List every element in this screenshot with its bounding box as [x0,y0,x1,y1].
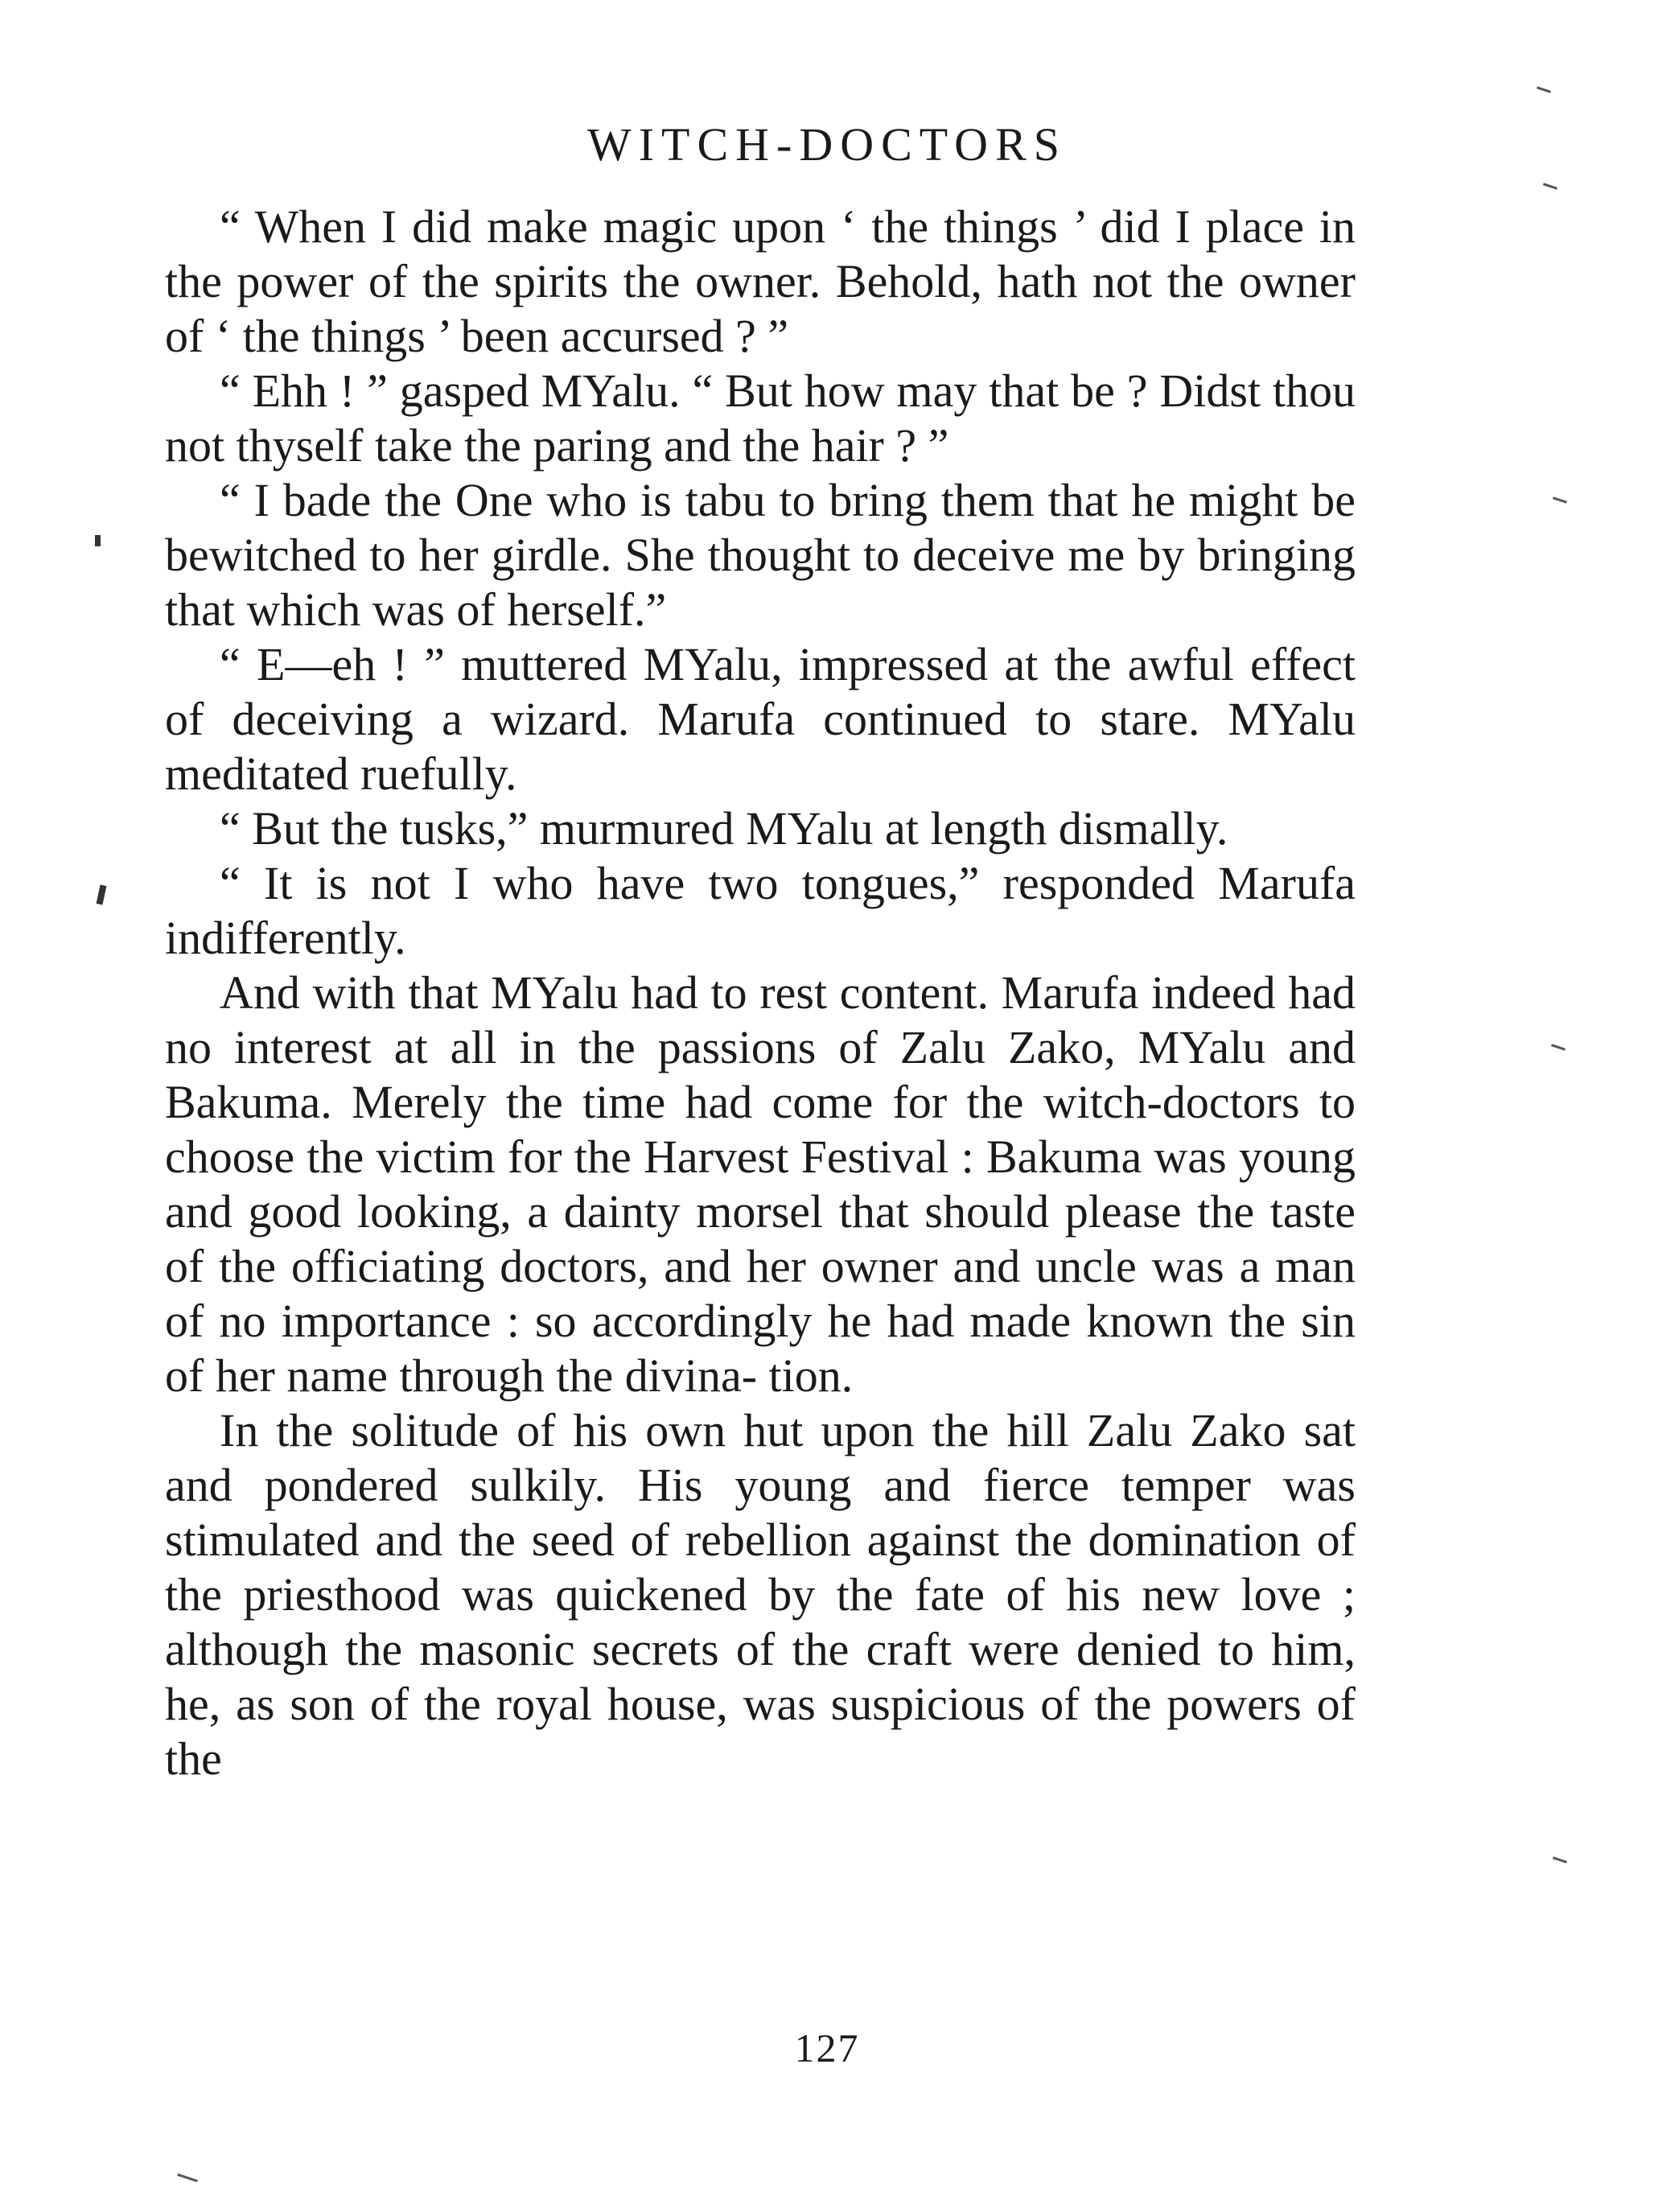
paragraph-1: “ When I did make magic upon ‘ the things ’ did I place in the power of the spirits the owner. Behold, hath not the owner of ‘ the things ’ been accursed ? ” [165,200,1356,362]
paragraph-5: “ But the tusks,” murmured MYalu at length dismally. [220,802,1228,855]
paragraph-3: “ I bade the One who is tabu to bring them that he might be bewitched to her girdle. She thought to deceive me by bringing that which was of herself.” [165,474,1356,636]
paragraph-6: “ It is not I who have two tongues,” responded Marufa indifferently. [165,857,1356,964]
edge-speck [1553,1856,1567,1863]
paragraph-7: And with that MYalu had to rest content. Marufa indeed had no interest at all in the passions of Zalu Zako, MYalu and Bakuma. Merely the time had come for the witch-doctors to choose the victim for the Harvest Festival : Bakuma was young and good looking, a dainty morsel that should please the taste of the officiating doctors, and her owner and uncle was a man of no importance : so accordingly he had made known the sin of her name through the divina- tion. [165,966,1356,1402]
edge-speck [1537,86,1551,93]
page-number: 127 [794,2025,860,2070]
edge-speck [177,2173,198,2182]
edge-speck [1553,496,1567,503]
body-text [165,200,1356,1786]
running-title: WITCH-DOCTORS [586,118,1068,171]
paragraph-4: “ E—eh ! ” muttered MYalu, impressed at the awful effect of deceiving a wizard. Marufa continued to stare. MYalu meditated ruefully. [165,638,1356,800]
margin-speck [97,884,107,904]
paragraph-8: In the solitude of his own hut upon the hill Zalu Zako sat and pondered sulkily. His young and fierce temper was stimulated and the seed of rebellion against the domination of the priesthood was quickened by the fate of his new love ; although the masonic secrets of the craft were denied to him, he, as son of the royal house, was suspicious of the powers of the [165,1404,1356,1785]
edge-speck [1551,1044,1566,1050]
edge-speck [1543,183,1557,189]
paragraph-2: “ Ehh ! ” gasped MYalu. “ But how may that be ? Didst thou not thyself take the paring and the hair ? ” [165,365,1356,472]
margin-speck [95,535,101,546]
